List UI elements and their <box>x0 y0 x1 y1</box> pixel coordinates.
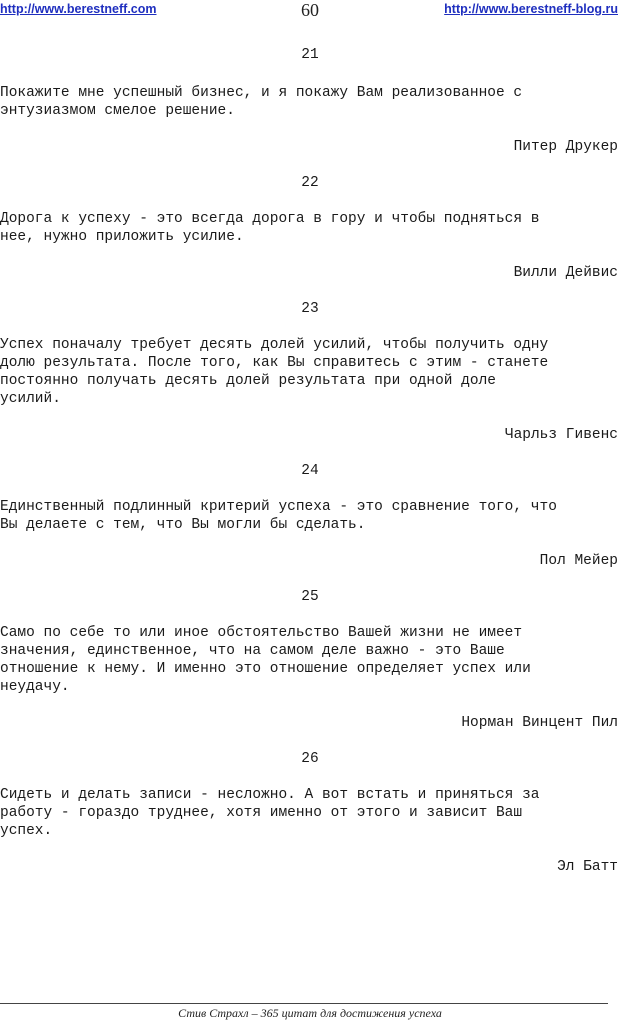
site-link-right[interactable]: http://www.berestneff-blog.ru <box>444 2 618 16</box>
quote-text: Само по себе то или иное обстоятельство Вашей жизни не имеет значения, единственное, что на самом деле важно - это Ваше отношение к нему. И именно это отношение определяет успех или неудачу. <box>0 625 531 695</box>
quote-author: Норман Винцент Пил <box>461 715 618 731</box>
quote-number: 21 <box>301 47 319 63</box>
quote-number: 25 <box>301 589 319 605</box>
quote-number: 26 <box>301 751 319 767</box>
page-number: 60 <box>301 0 319 20</box>
quote-block <box>0 588 620 732</box>
quote-text: Дорога к успеху - это всегда дорога в гору и чтобы подняться в нее, нужно приложить усилие. <box>0 211 540 245</box>
book-footer: Стив Страхл – 365 цитат для достижения успеха <box>178 1006 442 1020</box>
quotes-list <box>0 46 620 876</box>
quote-author: Вилли Дейвис <box>513 265 618 281</box>
site-link-left[interactable]: http://www.berestneff.com <box>0 2 157 16</box>
quote-author: Чарльз Гивенс <box>504 427 618 443</box>
quote-text: Сидеть и делать записи - несложно. А вот встать и приняться за работу - гораздо труднее, хотя именно от этого и зависит Ваш успех. <box>0 787 540 839</box>
quote-text: Покажите мне успешный бизнес, и я покажу Вам реализованное с энтузиазмом смелое решение. <box>0 85 523 119</box>
quote-number: 23 <box>301 301 319 317</box>
quote-text: Успех поначалу требует десять долей усилий, чтобы получить одну долю результата. После того, как Вы справитесь с этим - станете постоянно получать десять долей результата при одной доле усилий. <box>0 337 549 407</box>
quote-block <box>0 300 620 444</box>
quote-block <box>0 750 620 876</box>
quote-author: Эл Батт <box>557 859 618 875</box>
page-header <box>0 0 620 20</box>
quote-block <box>0 462 620 570</box>
footer-divider <box>0 1003 608 1004</box>
quote-number: 24 <box>301 463 319 479</box>
quote-author: Пол Мейер <box>539 553 618 569</box>
quote-number: 22 <box>301 175 319 191</box>
quote-text: Единственный подлинный критерий успеха - это сравнение того, что Вы делаете с тем, что Вы могли бы сделать. <box>0 499 557 533</box>
quote-author: Питер Друкер <box>513 139 618 155</box>
quote-block <box>0 46 620 156</box>
quote-block <box>0 174 620 282</box>
